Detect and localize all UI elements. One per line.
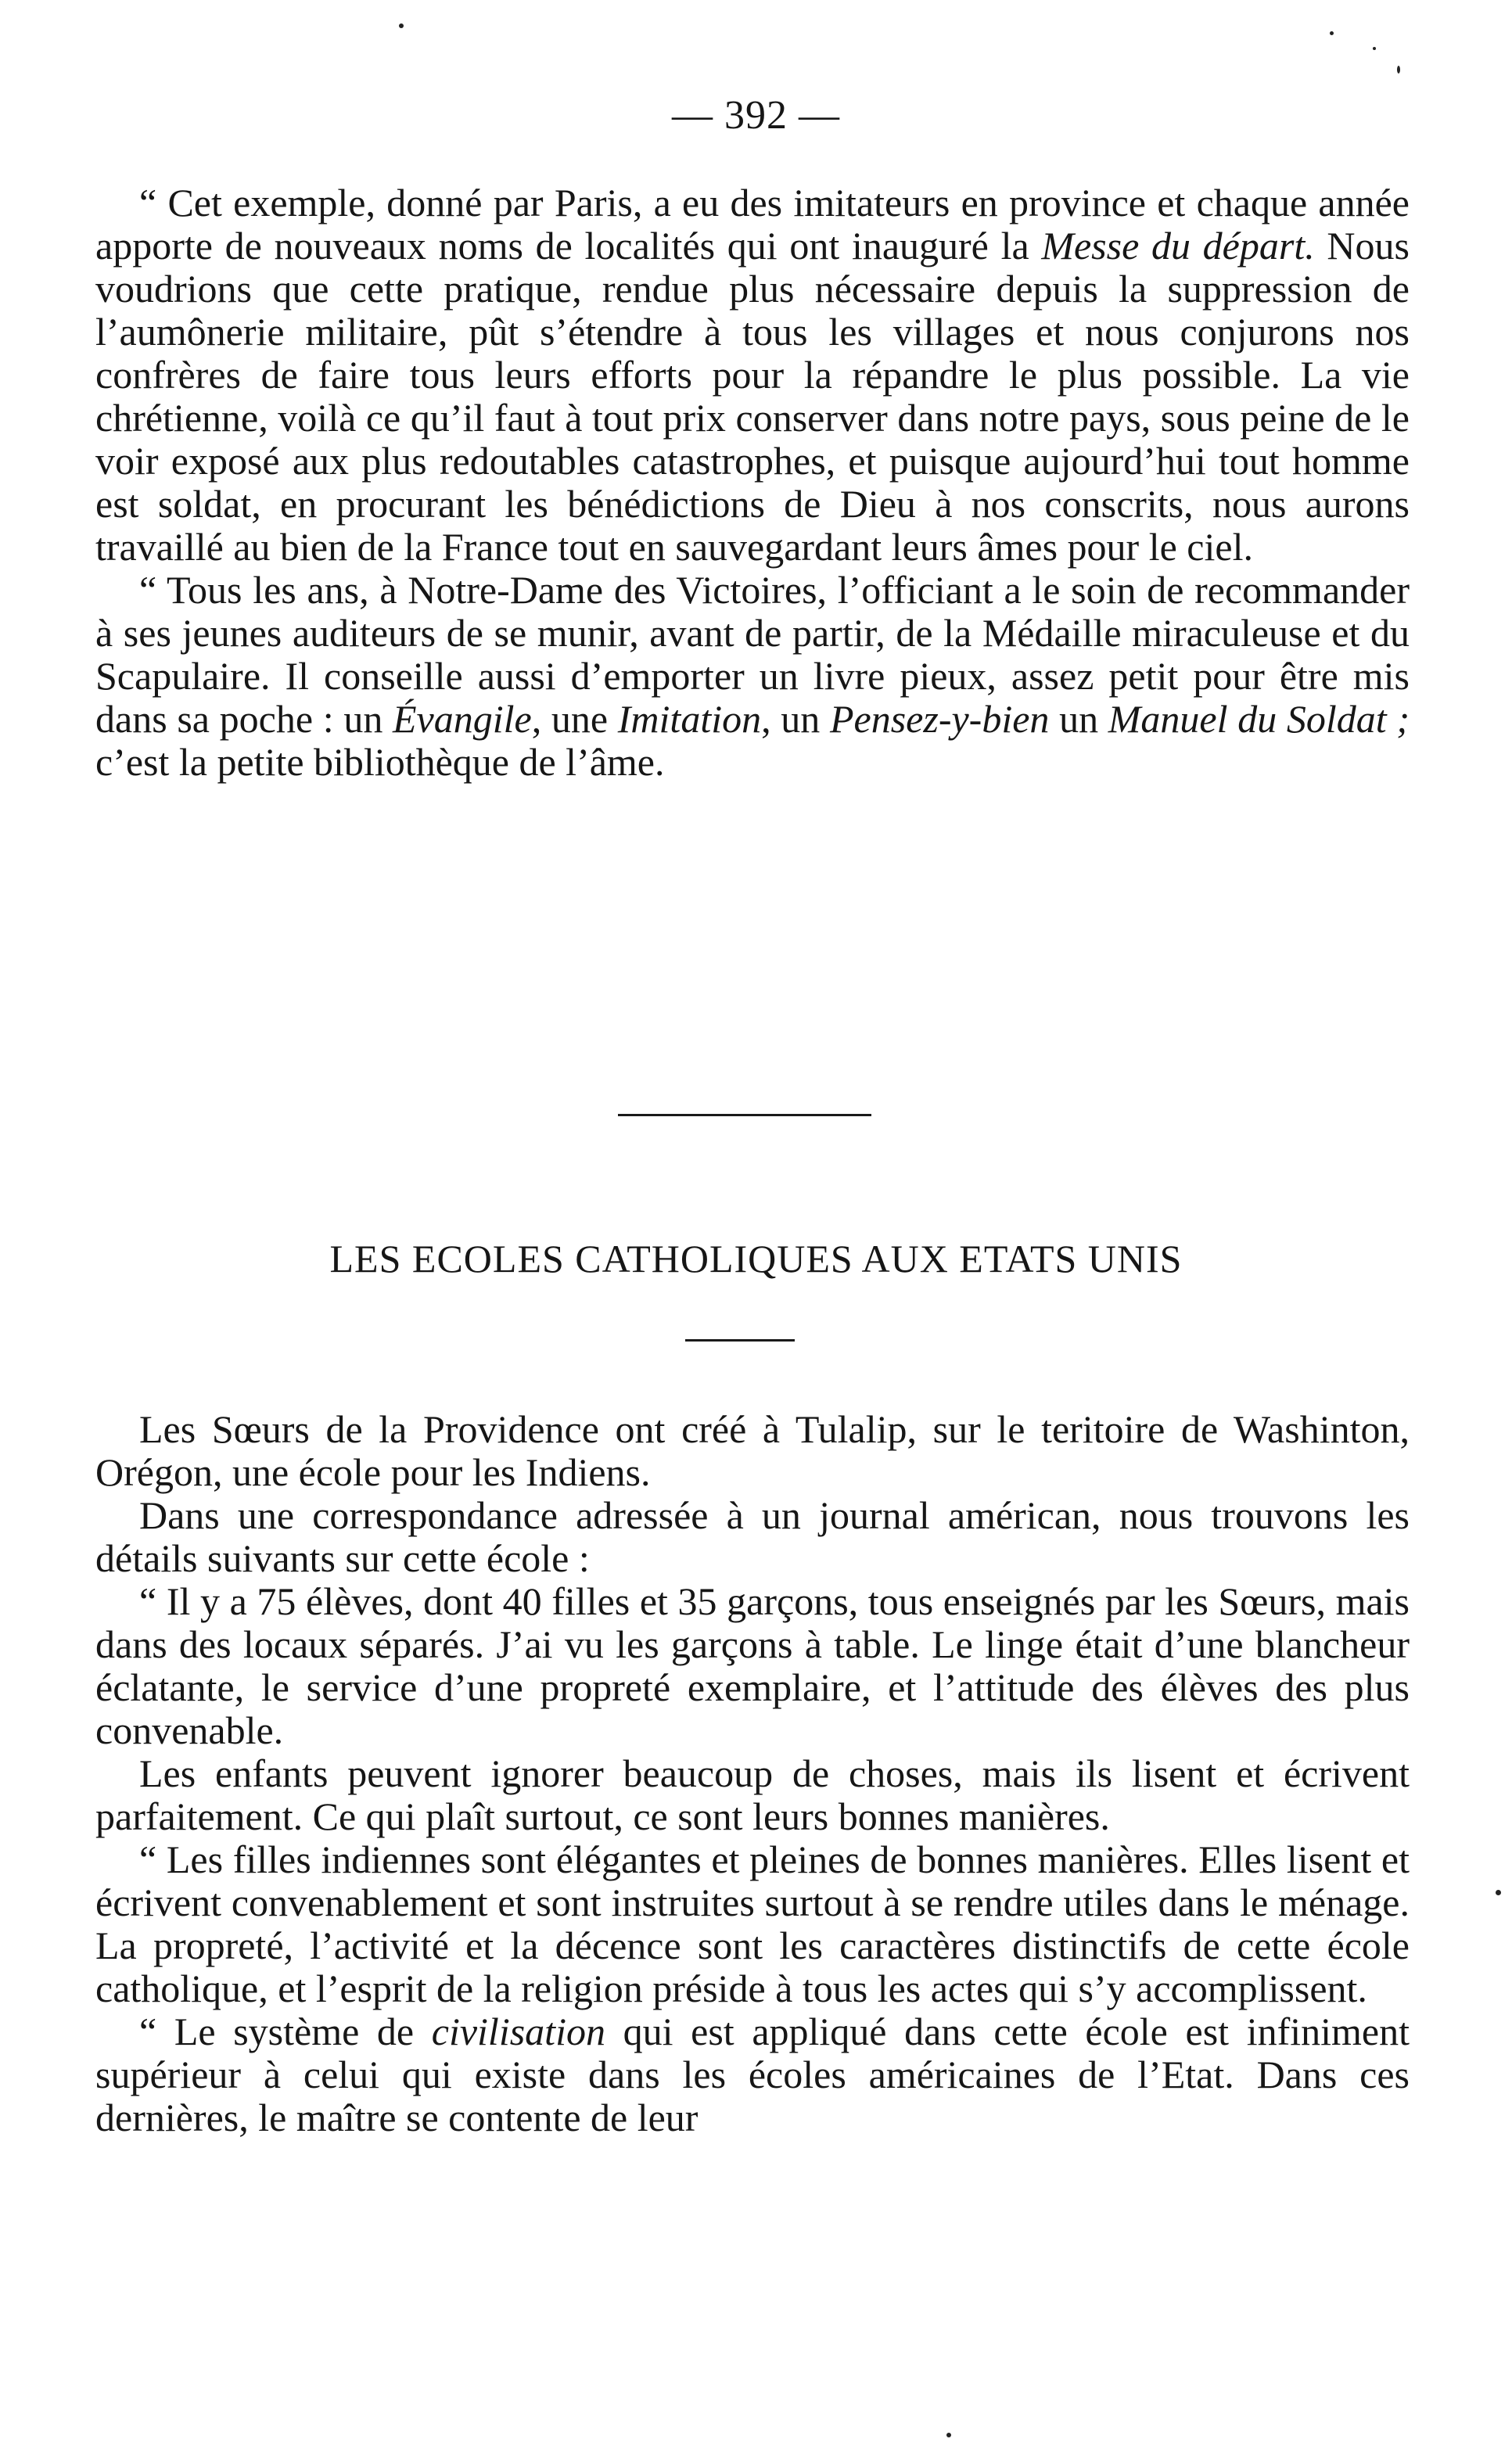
italic-run: Évangile [393,697,532,741]
paragraph [95,569,1410,784]
page-number: — 392 — [672,93,840,138]
text-run: “ Cet exemple, donné par Paris, a eu des imitateurs en province et chaque année apporte de nouveaux noms de localités qui ont inauguré la [95,181,1410,268]
scan-speck [399,23,404,28]
italic-run: civilisation [431,2010,605,2053]
text-run: qui est appliqué dans cette école est infiniment supérieur à celui qui existe dans les écoles américaines de l’Etat. Dans ces dernières, le maître se contente de leur [95,2010,1410,2139]
text-run: c’est la petite bibliothèque de l’âme. [95,740,665,784]
italic-run: Pensez-y-bien [829,697,1050,741]
paragraph: Les Sœurs de la Providence ont créé à Tulalip, sur le teritoire de Washinton, Orégon, une école pour les Indiens. [95,1407,1410,1494]
paragraph [95,181,1410,569]
text-run: “ Le système de [139,2010,432,2053]
paragraph [95,2010,1410,2139]
paragraph: “ Il y a 75 élèves, dont 40 filles et 35 garçons, tous enseignés par les Sœurs, mais dans des locaux séparés. J’ai vu les garçons à table. Le linge était d’une blancheur éclatante, le service d’une propreté exemplaire, et l’attitude des élèves des plus convenable. [95,1579,1410,1752]
text-run: , un [761,697,830,741]
italic-run: Manuel du Soldat ; [1108,697,1410,741]
title-underline [685,1339,795,1342]
paragraph: “ Les filles indiennes sont élégantes et pleines de bonnes manières. Elles lisent et écrivent convenablement et sont instruites surtout à se rendre utiles dans le ménage. La propreté, l’activité et la décence sont les caractères distinctifs de cette école catholique, et l’esprit de la religion préside à tous les actes qui s’y accomplissent. [95,1837,1410,2010]
italic-run: Messe du départ. [1041,224,1315,268]
section-1-body [95,181,1410,784]
scan-speck [1330,31,1334,35]
text-run: , une [531,697,618,741]
text-run: un [1049,697,1108,741]
text-run: “ Tous les ans, à Notre-Dame des Victoires, l’officiant a le soin de recommander à ses jeunes auditeurs de se munir, avant de partir, de la Médaille miraculeuse et du Scapulaire. Il conseille aussi d’emporter un livre pieux, assez petit pour être mis dans sa poche : un [95,568,1410,741]
italic-run: Imitation [617,697,762,741]
section-divider [618,1114,871,1116]
paragraph: Dans une correspondance adressée à un journal américan, nous trouvons les détails suivants sur cette école : [95,1493,1410,1580]
scan-speck [946,2433,951,2437]
scan-speck [1373,47,1376,50]
paragraph: Les enfants peuvent ignorer beaucoup de choses, mais ils lisent et écrivent parfaitement. Ce qui plaît surtout, ce sont leurs bonnes manières. [95,1751,1410,1838]
section-2-body [95,1408,1410,2139]
scan-speck [1397,66,1400,74]
text-run: Nous voudrions que cette pratique, rendue plus nécessaire depuis la suppression de l’aumônerie militaire, pût s’étendre à tous les villages et nous conjurons nos confrères de faire tous leurs efforts pour la répandre le plus possible. La vie chrétienne, voilà ce qu’il faut à tout prix conserver dans notre pays, sous peine de le voir exposé aux plus redoutables catastrophes, et puisque aujourd’hui tout homme est soldat, en procurant les bénédictions de Dieu à nos conscrits, nous aurons travaillé au bien de la France tout en sauvegardant leurs âmes pour le ciel. [95,224,1410,569]
scan-speck [1496,1890,1501,1895]
section-title: LES ECOLES CATHOLIQUES AUX ETATS UNIS [329,1237,1183,1280]
